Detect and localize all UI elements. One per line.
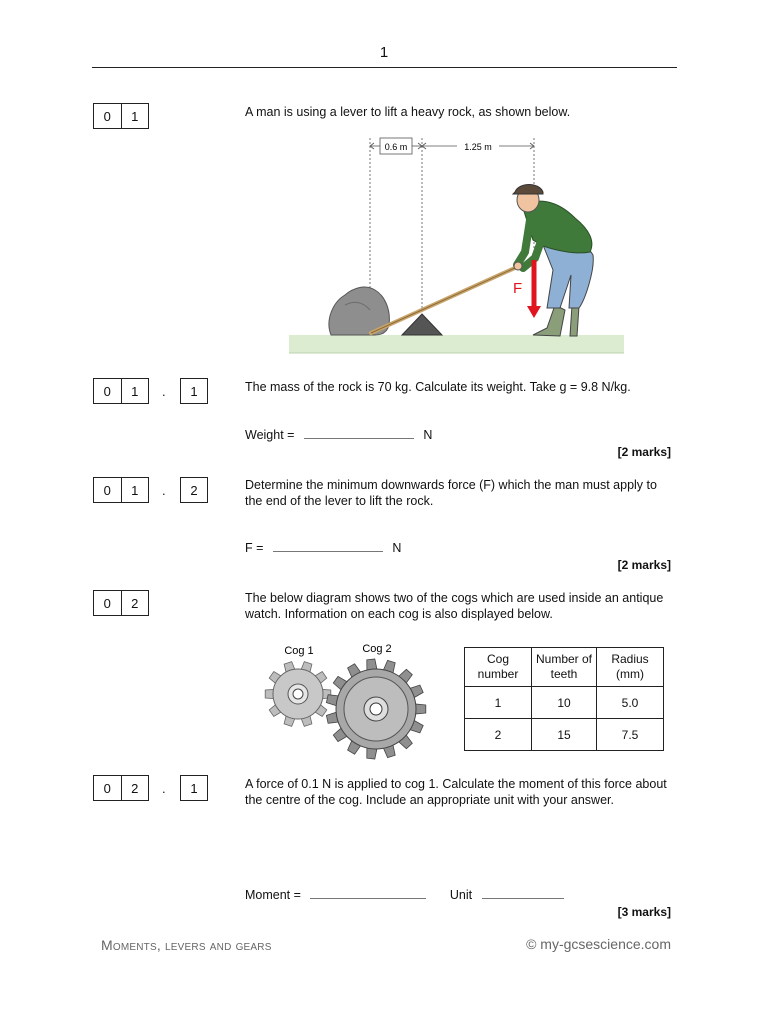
question-digit: 0 [103,780,111,796]
header-rule [92,67,677,68]
subquestion-number-box [180,477,208,503]
dimension-right-label: 1.25 m [464,142,492,152]
question-digit: 2 [190,482,198,498]
marks-label: [2 marks] [617,445,671,459]
answer-label: F = [245,541,264,555]
moment-answer-field[interactable] [310,888,426,899]
cog1-shape [265,662,331,727]
subquestion-dot: . [162,384,166,399]
question-digit: 1 [121,379,149,403]
ground [289,335,624,353]
subquestion-dot: . [162,483,166,498]
table-cell: 2 [465,719,532,751]
question-number-box [93,378,149,404]
question-number-box [93,477,149,503]
answer-label: Moment = [245,888,301,902]
question-digit: 1 [190,780,198,796]
table-cell: 1 [465,687,532,719]
force-label: F [513,280,523,297]
answer-unit: N [423,428,433,442]
question-digit: 2 [121,776,149,800]
question-number-box [93,775,149,801]
force-answer-field[interactable] [273,541,383,552]
table-header-cell: Radius (mm) [597,648,664,687]
question-number-box [93,590,149,616]
table-cell: 15 [532,719,597,751]
marks-label: [3 marks] [617,905,671,919]
marks-label: [2 marks] [617,558,671,572]
lever-diagram [285,130,630,360]
question-digit: 1 [121,104,149,128]
moment-answer-line [245,888,570,902]
page-number: 1 [379,44,389,61]
weight-answer-field[interactable] [304,428,414,439]
question-digit: 0 [103,108,111,124]
question-digit: 0 [103,595,111,611]
footer-title: Moments, levers and gears [101,937,272,953]
cog1-label: Cog 1 [284,645,314,657]
table-cell: 10 [532,687,597,719]
subquestion-number-box [180,775,208,801]
unit-label: Unit [449,888,473,902]
table-header-cell: Cog number [465,648,532,687]
question-digit: 1 [121,478,149,502]
question-number-box [93,103,149,129]
table-cell: 7.5 [597,719,664,751]
table-header-cell: Number of teeth [532,648,597,687]
question-text: The below diagram shows two of the cogs which are used inside an antique watch. Information on each cog is also displayed below. [245,591,664,621]
cog-info-table [464,647,664,751]
subquestion-number-box [180,378,208,404]
table-header-row [465,648,664,687]
question-digit: 0 [103,482,111,498]
question-text: Determine the minimum downwards force (F) which the man must apply to the end of the lever to lift the rock. [245,478,657,508]
cog2-label: Cog 2 [362,643,392,655]
answer-unit: N [392,541,402,555]
table-row [465,719,664,751]
force-answer-line [245,541,401,555]
question-digit: 1 [190,383,198,399]
question-digit: 2 [121,591,149,615]
question-digit: 0 [103,383,111,399]
unit-answer-field[interactable] [482,888,564,899]
footer-copyright: © my-gcsescience.com [526,936,671,952]
table-row [465,687,664,719]
dimension-left-label: 0.6 m [384,142,408,152]
cog2-shape [326,659,425,759]
table-cell: 5.0 [597,687,664,719]
man-figure [513,185,593,337]
subquestion-dot: . [162,781,166,796]
cogs-diagram [255,638,435,763]
weight-answer-line [245,428,432,442]
question-text: A force of 0.1 N is applied to cog 1. Calculate the moment of this force about the centre of the cog. Include an appropriate unit with your answer. [245,777,667,807]
answer-label: Weight = [245,428,295,442]
question-text: A man is using a lever to lift a heavy rock, as shown below. [245,105,571,119]
question-text: The mass of the rock is 70 kg. Calculate its weight. Take g = 9.8 N/kg. [245,380,631,394]
